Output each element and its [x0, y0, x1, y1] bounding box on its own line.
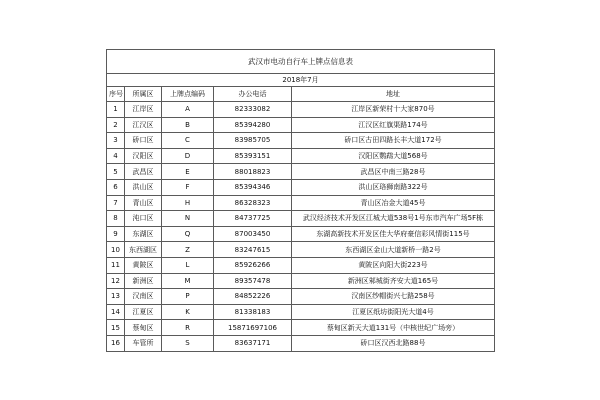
cell-district: 江夏区: [125, 304, 162, 320]
cell-code: L: [162, 257, 214, 273]
cell-district: 车管所: [125, 335, 162, 351]
cell-index: 2: [107, 117, 125, 133]
cell-phone: 88018823: [214, 164, 292, 180]
table-row: [107, 226, 495, 242]
cell-address: 武汉经济技术开发区江城大道538号1号东市汽车广场5F栋: [292, 211, 495, 227]
cell-phone: 86328323: [214, 195, 292, 211]
cell-address: 江夏区纸坊街阳光大道4号: [292, 304, 495, 320]
cell-index: 13: [107, 289, 125, 305]
cell-index: 10: [107, 242, 125, 258]
header-phone: 办公电话: [214, 87, 292, 102]
cell-address: 硚口区古田四路长丰大道172号: [292, 133, 495, 149]
header-address: 地址: [292, 87, 495, 102]
cell-address: 硚口区汉西北路88号: [292, 335, 495, 351]
table-body: [107, 50, 495, 352]
cell-index: 14: [107, 304, 125, 320]
cell-address: 东湖高新技术开发区佳大华府豪信彩风情街115号: [292, 226, 495, 242]
cell-district: 沌口区: [125, 211, 162, 227]
table-title: 武汉市电动自行车上牌点信息表: [107, 50, 495, 74]
cell-code: B: [162, 117, 214, 133]
cell-code: Z: [162, 242, 214, 258]
table-row: [107, 195, 495, 211]
cell-address: 蔡甸区新天大道131号（中核世纪广场旁）: [292, 320, 495, 336]
cell-address: 洪山区珞狮南路322号: [292, 179, 495, 195]
cell-phone: 81338183: [214, 304, 292, 320]
cell-address: 江汉区红旗渠路174号: [292, 117, 495, 133]
cell-address: 新洲区邾城街齐安大道165号: [292, 273, 495, 289]
cell-address: 青山区冶金大道45号: [292, 195, 495, 211]
cell-code: E: [162, 164, 214, 180]
table-row: [107, 304, 495, 320]
cell-index: 6: [107, 179, 125, 195]
table-row: [107, 320, 495, 336]
cell-phone: 84852226: [214, 289, 292, 305]
header-code: 上牌点编码: [162, 87, 214, 102]
table-row: [107, 117, 495, 133]
cell-phone: 82333082: [214, 102, 292, 118]
cell-address: 汉南区纱帽街兴七路258号: [292, 289, 495, 305]
cell-district: 江汉区: [125, 117, 162, 133]
cell-phone: 85394346: [214, 179, 292, 195]
cell-code: R: [162, 320, 214, 336]
title-row: [107, 50, 495, 74]
cell-district: 东西湖区: [125, 242, 162, 258]
cell-index: 8: [107, 211, 125, 227]
cell-phone: 84737725: [214, 211, 292, 227]
table-date: 2018年7月: [107, 74, 495, 87]
table-row: [107, 289, 495, 305]
date-row: [107, 74, 495, 87]
cell-district: 硚口区: [125, 133, 162, 149]
cell-code: H: [162, 195, 214, 211]
cell-phone: 15871697106: [214, 320, 292, 336]
cell-address: 汉阳区鹦鹉大道568号: [292, 148, 495, 164]
table-row: [107, 164, 495, 180]
cell-district: 汉阳区: [125, 148, 162, 164]
cell-index: 7: [107, 195, 125, 211]
cell-index: 16: [107, 335, 125, 351]
cell-code: Q: [162, 226, 214, 242]
cell-code: D: [162, 148, 214, 164]
cell-index: 9: [107, 226, 125, 242]
cell-address: 东西湖区金山大道新桥一路2号: [292, 242, 495, 258]
cell-address: 江岸区新荣村十大家870号: [292, 102, 495, 118]
table-row: [107, 335, 495, 351]
cell-code: S: [162, 335, 214, 351]
header-district: 所属区: [125, 87, 162, 102]
cell-address: 武昌区中南三路28号: [292, 164, 495, 180]
cell-district: 青山区: [125, 195, 162, 211]
table-row: [107, 257, 495, 273]
cell-address: 黄陂区向阳大街223号: [292, 257, 495, 273]
table-row: [107, 179, 495, 195]
cell-code: F: [162, 179, 214, 195]
cell-district: 洪山区: [125, 179, 162, 195]
registration-sheet: [106, 49, 494, 352]
cell-code: K: [162, 304, 214, 320]
cell-index: 11: [107, 257, 125, 273]
cell-district: 黄陂区: [125, 257, 162, 273]
cell-code: A: [162, 102, 214, 118]
cell-index: 12: [107, 273, 125, 289]
table-row: [107, 273, 495, 289]
table-row: [107, 242, 495, 258]
cell-district: 东湖区: [125, 226, 162, 242]
table-row: [107, 211, 495, 227]
header-index: 序号: [107, 87, 125, 102]
cell-index: 4: [107, 148, 125, 164]
cell-district: 武昌区: [125, 164, 162, 180]
cell-phone: 87003450: [214, 226, 292, 242]
cell-phone: 85394280: [214, 117, 292, 133]
cell-phone: 83985705: [214, 133, 292, 149]
registration-points-table: [106, 49, 495, 352]
table-row: [107, 133, 495, 149]
header-row: [107, 87, 495, 102]
cell-phone: 89357478: [214, 273, 292, 289]
cell-phone: 83247615: [214, 242, 292, 258]
cell-code: M: [162, 273, 214, 289]
cell-index: 5: [107, 164, 125, 180]
cell-district: 汉南区: [125, 289, 162, 305]
cell-phone: 85393151: [214, 148, 292, 164]
cell-code: P: [162, 289, 214, 305]
cell-district: 江岸区: [125, 102, 162, 118]
cell-index: 1: [107, 102, 125, 118]
table-row: [107, 148, 495, 164]
cell-code: N: [162, 211, 214, 227]
cell-code: C: [162, 133, 214, 149]
cell-district: 新洲区: [125, 273, 162, 289]
cell-phone: 83637171: [214, 335, 292, 351]
cell-index: 15: [107, 320, 125, 336]
cell-index: 3: [107, 133, 125, 149]
cell-district: 蔡甸区: [125, 320, 162, 336]
cell-phone: 85926266: [214, 257, 292, 273]
table-row: [107, 102, 495, 118]
